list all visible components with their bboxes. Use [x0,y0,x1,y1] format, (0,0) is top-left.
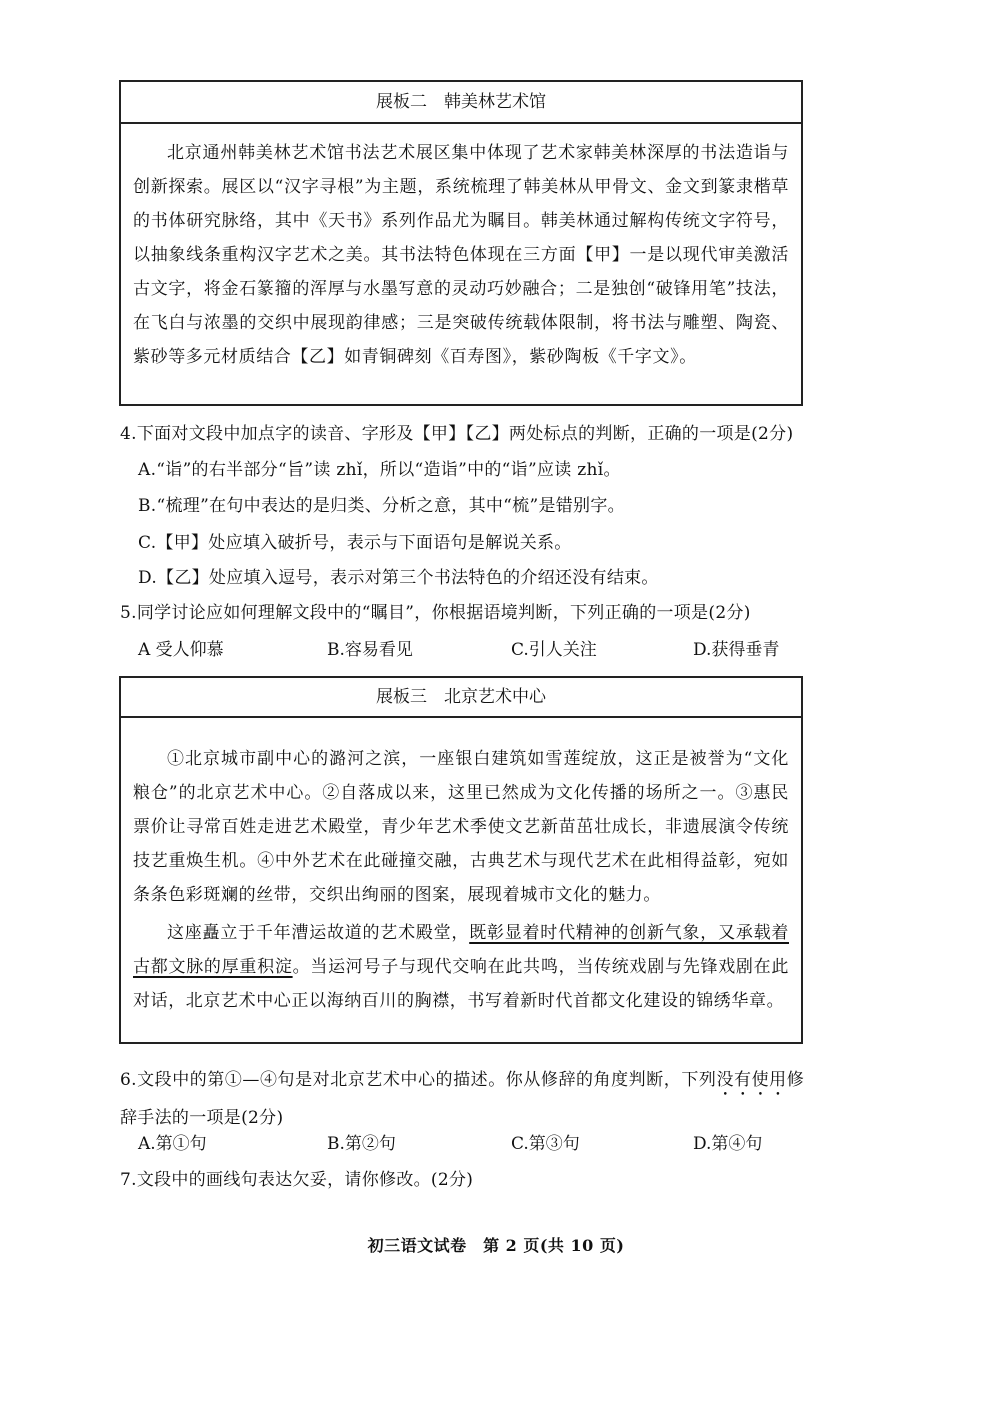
question-4-option-b: B.“梳理”在句中表达的是归类、分析之意，其中“梳”是错别字。 [138,496,625,516]
panel-3-paragraph-2 [133,916,789,1018]
panel-2-body [121,124,801,374]
question-6-option-b: B.第②句 [327,1134,396,1154]
question-5-stem: 5.同学讨论应如何理解文段中的“瞩目”，你根据语境判断，下列正确的一项是(2分) [120,603,751,623]
question-6-stem-start: 6.文段中的第①—④句是对北京艺术中心的描述。你从修辞的角度判断，下列 [120,1070,717,1090]
panel-3-paragraph-2-start: 这座矗立于千年漕运故道的艺术殿堂， [167,923,470,943]
question-5-option-a: A 受人仰慕 [138,640,224,660]
panel-3-title: 展板三 北京艺术中心 [121,678,801,718]
panel-3 [119,676,803,1044]
panel-2-title: 展板二 韩美林艺术馆 [121,82,801,124]
question-6-stem-end: 修辞手法的一项是(2分) [120,1070,805,1128]
question-7-stem: 7.文段中的画线句表达欠妥，请你修改。(2分) [120,1170,474,1190]
question-4-stem: 4.下面对文段中加点字的读音、字形及【甲】【乙】两处标点的判断，正确的一项是(2分) [120,424,794,444]
panel-2 [119,80,803,406]
question-4-option-a: A.“诣”的右半部分“旨”读 zhǐ，所以“造诣”中的“诣”应读 zhǐ。 [138,460,621,480]
panel-3-paragraph-2-end: 。当运河号子与现代交响在此共鸣，当传统戏剧与先锋戏剧在此对话，北京艺术中心正以海纳百川的胸襟，书写着新时代首都文化建设的锦绣华章。 [133,957,789,1011]
underlined-sentence: 既彰显着时代精神的创新气象，又承载着古都文脉的厚重积淀 [133,923,789,977]
panel-3-body [121,718,801,1018]
question-6-stem [120,1062,804,1136]
panel-3-paragraph-1: ①北京城市副中心的潞河之滨，一座银白建筑如雪莲绽放，这正是被誉为“文化粮仓”的北京艺术中心。②自落成以来，这里已然成为文化传播的场所之一。③惠民票价让寻常百姓走进艺术殿堂，青少年艺术季使文艺新苗茁壮成长，非遗展演令传统技艺重焕生机。④中外艺术在此碰撞交融，古典艺术与现代艺术在此相得益彰，宛如条条色彩斑斓的丝带，交织出绚丽的图案，展现着城市文化的魅力。 [133,749,789,905]
question-6-option-d: D.第④句 [693,1134,763,1154]
page-footer: 初三语文试卷 第 2 页(共 10 页) [367,1236,625,1255]
question-4-option-d: D.【乙】处应填入逗号，表示对第三个书法特色的介绍还没有结束。 [138,568,659,588]
question-6-option-a: A.第①句 [138,1134,207,1154]
question-5-option-c: C.引人关注 [511,640,597,660]
panel-2-text: 北京通州韩美林艺术馆书法艺术展区集中体现了艺术家韩美林深厚的书法造诣与创新探索。展区以“汉字寻根”为主题，系统梳理了韩美林从甲骨文、金文到篆隶楷草的书体研究脉络，其中《天书》系列作品尤为瞩目。韩美林通过解构传统文字符号，以抽象线条重构汉字艺术之美。其书法特色体现在三方面【甲】一是以现代审美激活古文字，将金石篆籀的浑厚与水墨写意的灵动巧妙融合；二是独创“破锋用笔”技法，在飞白与浓墨的交织中展现韵律感；三是突破传统载体限制，将书法与雕塑、陶瓷、紫砂等多元材质结合【乙】如青铜碑刻《百寿图》，紫砂陶板《千字文》。 [133,143,789,367]
question-6-option-c: C.第③句 [511,1134,580,1154]
question-5-option-d: D.获得垂青 [693,640,780,660]
question-5-option-b: B.容易看见 [327,640,413,660]
question-4-option-c: C.【甲】处应填入破折号，表示与下面语句是解说关系。 [138,533,572,553]
question-6-emphasis: 没有使用 [716,1070,787,1090]
